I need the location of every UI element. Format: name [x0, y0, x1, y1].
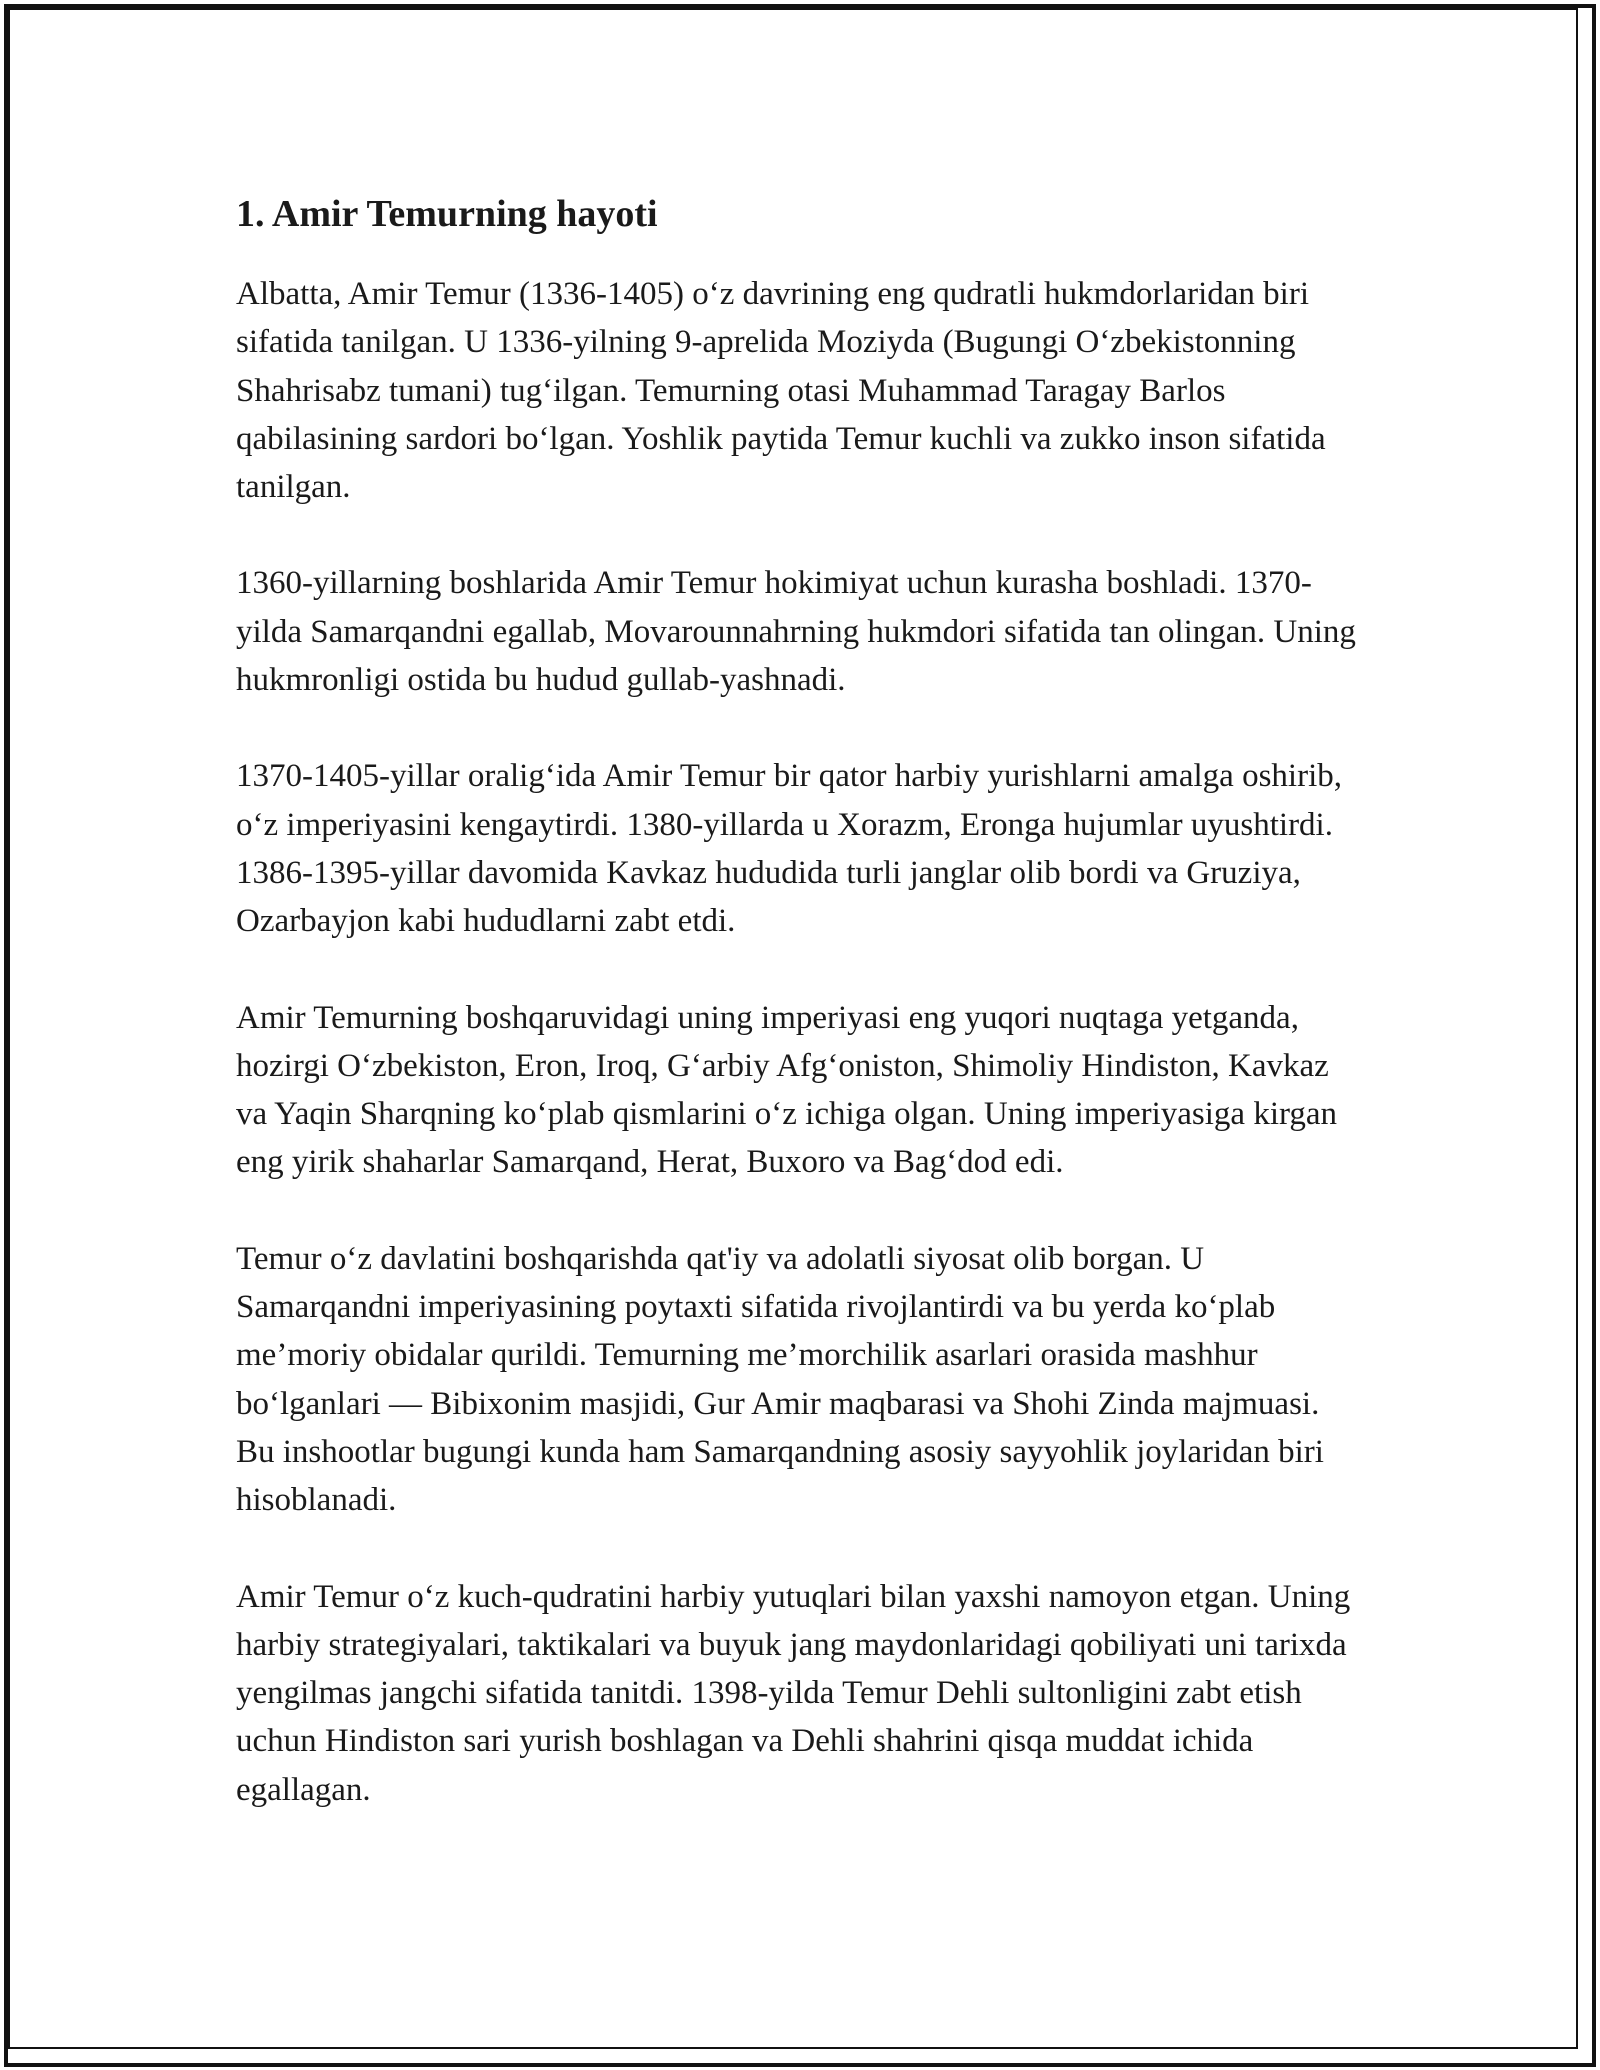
document-body [236, 184, 1366, 1862]
paragraph-2: 1360-yillarning boshlarida Amir Temur hokimiyat uchun kurasha boshladi. 1370-yilda Samarqandni egallab, Movarounnahrning hukmdori sifatida tan olingan. Uning hukmronligi ostida bu hudud gullab-yashnadi. [236, 565, 1356, 699]
paragraph-3: 1370-1405-yillar oralig‘ida Amir Temur bir qator harbiy yurishlarni amalga oshirib, o‘z imperiyasini kengaytirdi. 1380-yillarda u Xorazm, Eronga hujumlar uyushtirdi. 1386-1395-yillar davomida Kavkaz hududida turli janglar olib bordi va Gruziya, Ozarbayjon kabi hududlarni zabt etdi. [236, 758, 1342, 940]
paragraph-5: Temur o‘z davlatini boshqarishda qat'iy va adolatli siyosat olib borgan. U Samarqandni imperiyasining poytaxti sifatida rivojlantirdi va bu yerda ko‘plab me’moriy obidalar qurildi. Temurning me’morchilik asarlari orasida mashhur bo‘lganlari — Bibixonim masjidi, Gur Amir maqbarasi va Shohi Zinda majmuasi. Bu inshootlar bugungi kunda ham Samarqandning asosiy sayyohlik joylaridan biri hisoblanadi. [236, 1240, 1324, 1519]
section-heading: 1. Amir Temurning hayoti [236, 193, 658, 235]
paragraph-1: Albatta, Amir Temur (1336-1405) o‘z davrining eng qudratli hukmdorlaridan biri sifatida tanilgan. U 1336-yilning 9-aprelida Moziyda (Bugungi O‘zbekistonning Shahrisabz tumani) tug‘ilgan. Temurning otasi Muhammad Taragay Barlos qabilasining sardori bo‘lgan. Yoshlik paytida Temur kuchli va zukko inson sifatida tanilgan. [236, 276, 1326, 506]
paragraph-6: Amir Temur o‘z kuch-qudratini harbiy yutuqlari bilan yaxshi namoyon etgan. Uning harbiy strategiyalari, taktikalari va buyuk jang maydonlaridagi qobiliyati uni tarixda yengilmas jangchi sifatida tanitdi. 1398-yilda Temur Dehli sultonligini zabt etish uchun Hindiston sari yurish boshlagan va Dehli shahrini qisqa muddat ichida egallagan. [236, 1578, 1351, 1808]
paragraph-4: Amir Temurning boshqaruvidagi uning imperiyasi eng yuqori nuqtaga yetganda, hozirgi O‘zbekiston, Eron, Iroq, G‘arbiy Afg‘oniston, Shimoliy Hindiston, Kavkaz va Yaqin Sharqning ko‘plab qismlarini o‘z ichiga olgan. Uning imperiyasiga kirgan eng yirik shaharlar Samarqand, Herat, Buxoro va Bag‘dod edi. [236, 999, 1338, 1181]
